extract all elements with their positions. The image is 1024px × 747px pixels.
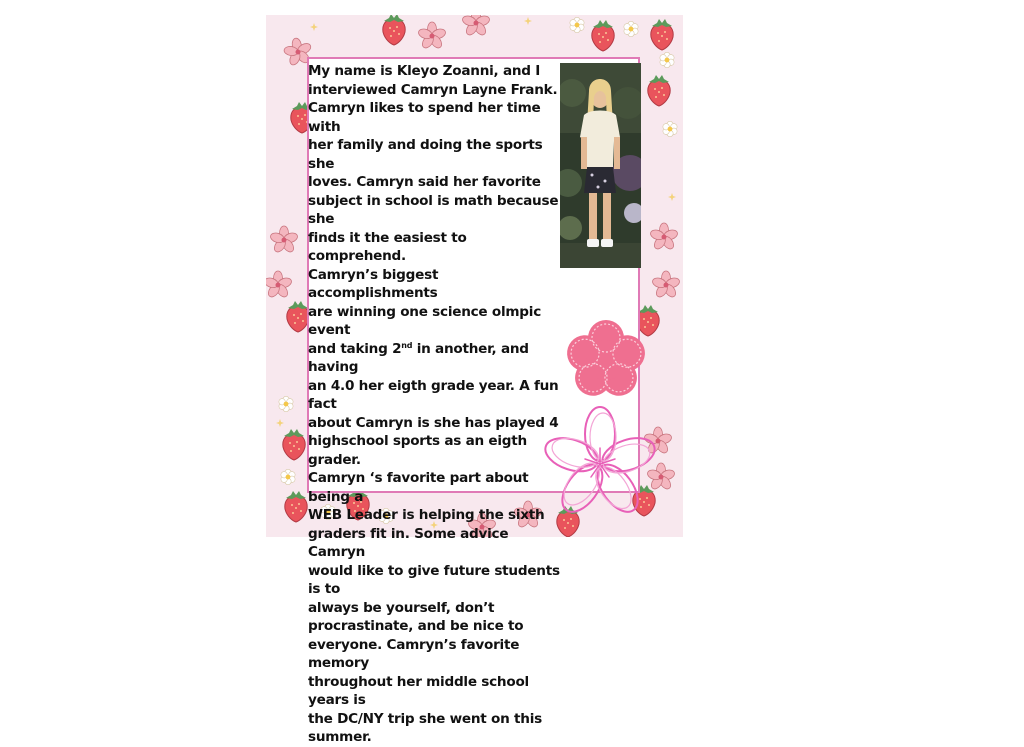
sparkle-icon: [276, 419, 284, 427]
sakura-flower-icon: [269, 226, 298, 254]
strawberry-icon: [285, 491, 307, 522]
flower-icon: [560, 314, 652, 410]
strawberry-icon: [383, 15, 405, 45]
daisy-icon: [659, 52, 676, 67]
daisy-icon: [280, 469, 297, 484]
daisy-icon: [623, 21, 640, 36]
strawberry-icon: [651, 19, 673, 50]
ordinal-suffix: nd: [401, 340, 413, 350]
flower-outline-icon: [543, 405, 657, 527]
sakura-flower-icon: [417, 22, 446, 50]
strawberry-icon: [283, 429, 305, 460]
interview-story-text: My name is Kleyo Zoanni, and I interviewed Camryn Layne Frank. Camryn likes to spend her time with her family and doing the sports she loves. Camryn said her favorite subject in school is math because she finds it the easiest to comprehend. Camryn’s biggest accomplishments are winning one science olmpic event and taking 2nd in another, and having an 4.0 her eigth grade year. A fun fact about Camryn is she has played 4 highschool sports as an eigth grader. Camryn ‘s favorite part about being a WEB Leader is helping the sixth graders fit in. Some advice Camryn would like to give future students is to always be yourself, don’t procrastinate, and be nice to everyone. Camryn’s favorite memory throughout her middle school years is the DC/NY trip she went on this summer.: [308, 63, 560, 745]
sparkle-icon: [310, 23, 318, 31]
daisy-icon: [278, 396, 295, 411]
sakura-flower-icon: [649, 223, 678, 251]
sakura-flower-icon: [461, 15, 490, 37]
strawberry-icon: [592, 20, 614, 51]
sakura-flower-icon: [651, 271, 680, 299]
daisy-icon: [569, 17, 586, 32]
daisy-icon: [662, 121, 679, 136]
sparkle-icon: [524, 17, 532, 25]
strawberry-icon: [287, 301, 309, 332]
student-portrait-photo: [560, 63, 641, 268]
strawberry-icon: [648, 75, 670, 106]
sakura-flower-icon: [266, 271, 293, 299]
sparkle-icon: [668, 193, 676, 201]
